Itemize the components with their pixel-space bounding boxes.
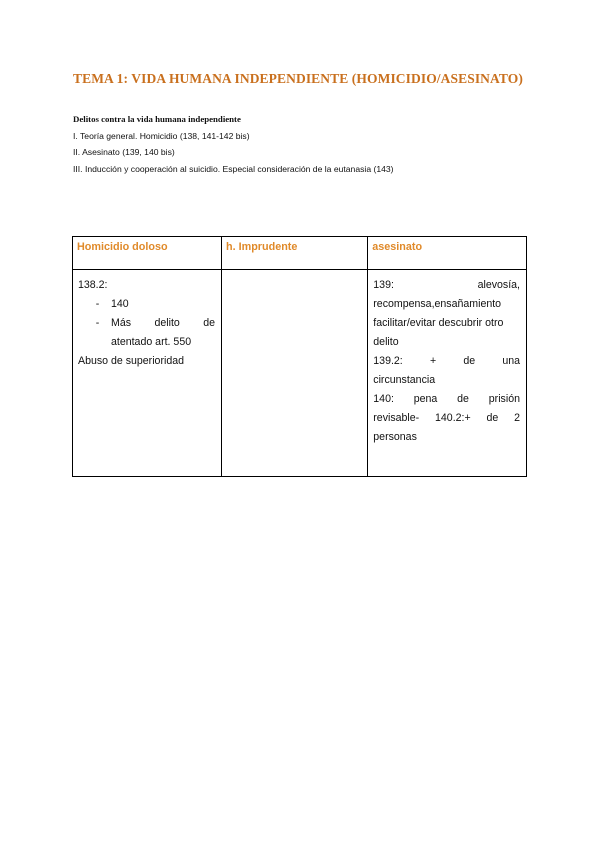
header-imprudente: h. Imprudente [222,237,368,270]
table-row [73,270,527,477]
intro-heading: Delitos contra la vida humana independiente [73,114,241,124]
intro-item: II. Asesinato (139, 140 bis) [73,147,175,157]
cell-line: 140: pena de prisión [373,393,520,405]
document-title: TEMA 1: VIDA HUMANA INDEPENDIENTE (HOMICIDIO/ASESINATO) [73,71,523,86]
cell-line: Abuso de superioridad [78,355,185,367]
cell-line: recompensa,ensañamiento [373,298,502,310]
cell-asesinato [368,270,527,477]
dash-bullet-icon: - [95,298,100,310]
intro-item: III. Inducción y cooperación al suicidio. Especial consideración de la eutanasia (143) [73,163,394,174]
bullet-item [78,295,215,314]
bullet-text: atentado art. 550 [111,336,192,348]
dash-bullet-icon: - [95,317,100,329]
bullet-text: Más delito de [111,317,216,329]
bullet-item [78,314,215,352]
cell-line: revisable- 140.2:+ de 2 [373,412,520,424]
cell-imprudente [222,270,368,477]
header-homicidio-doloso: Homicidio doloso [73,237,222,270]
table-header-row [73,237,527,270]
cell-line: personas [373,431,417,443]
bullet-text: 140 [111,298,129,310]
cell-line: 138.2: [78,279,108,291]
cell-line: 139.2: + de una [373,355,520,367]
cell-line: circunstancia [373,374,436,386]
cell-line: facilitar/evitar descubrir otro [373,317,504,329]
comparison-table [72,236,527,477]
cell-line: delito [373,336,399,348]
header-asesinato: asesinato [368,237,527,270]
intro-item: I. Teoría general. Homicidio (138, 141-142 bis) [73,130,250,141]
cell-line: 139: alevosía, [373,279,520,291]
intro-section [73,111,394,177]
cell-homicidio-doloso [73,270,222,477]
